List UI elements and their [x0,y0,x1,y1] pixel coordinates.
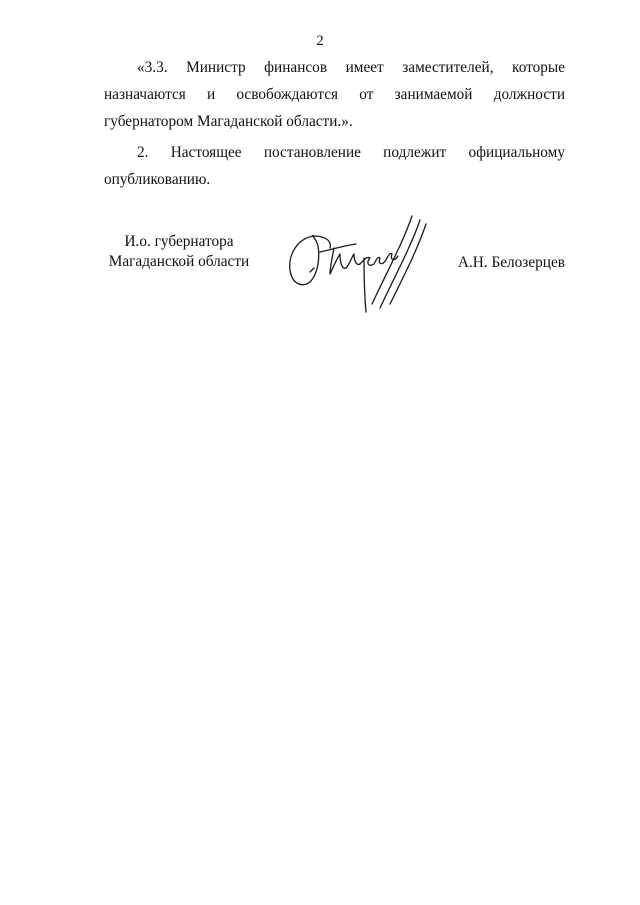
signer-name: А.Н. Белозерцев [457,254,565,271]
paragraph-amendment: «3.3. Министр финансов имеет заместителей, которые назначаются и освобождаются от занимаемой должности губернатором Магаданской области.». [104,59,565,130]
paragraph-publication: 2. Настоящее постановление подлежит официальному опубликованию. [104,144,565,188]
signature-block [104,232,565,322]
page-number: 2 [316,33,324,49]
signer-position-line-1: И.о. губернатора [124,233,234,250]
signer-position [104,232,254,272]
signer-position-line-2: Магаданской области [108,253,250,270]
handwritten-signature-icon [280,214,440,324]
document-body [104,54,565,193]
